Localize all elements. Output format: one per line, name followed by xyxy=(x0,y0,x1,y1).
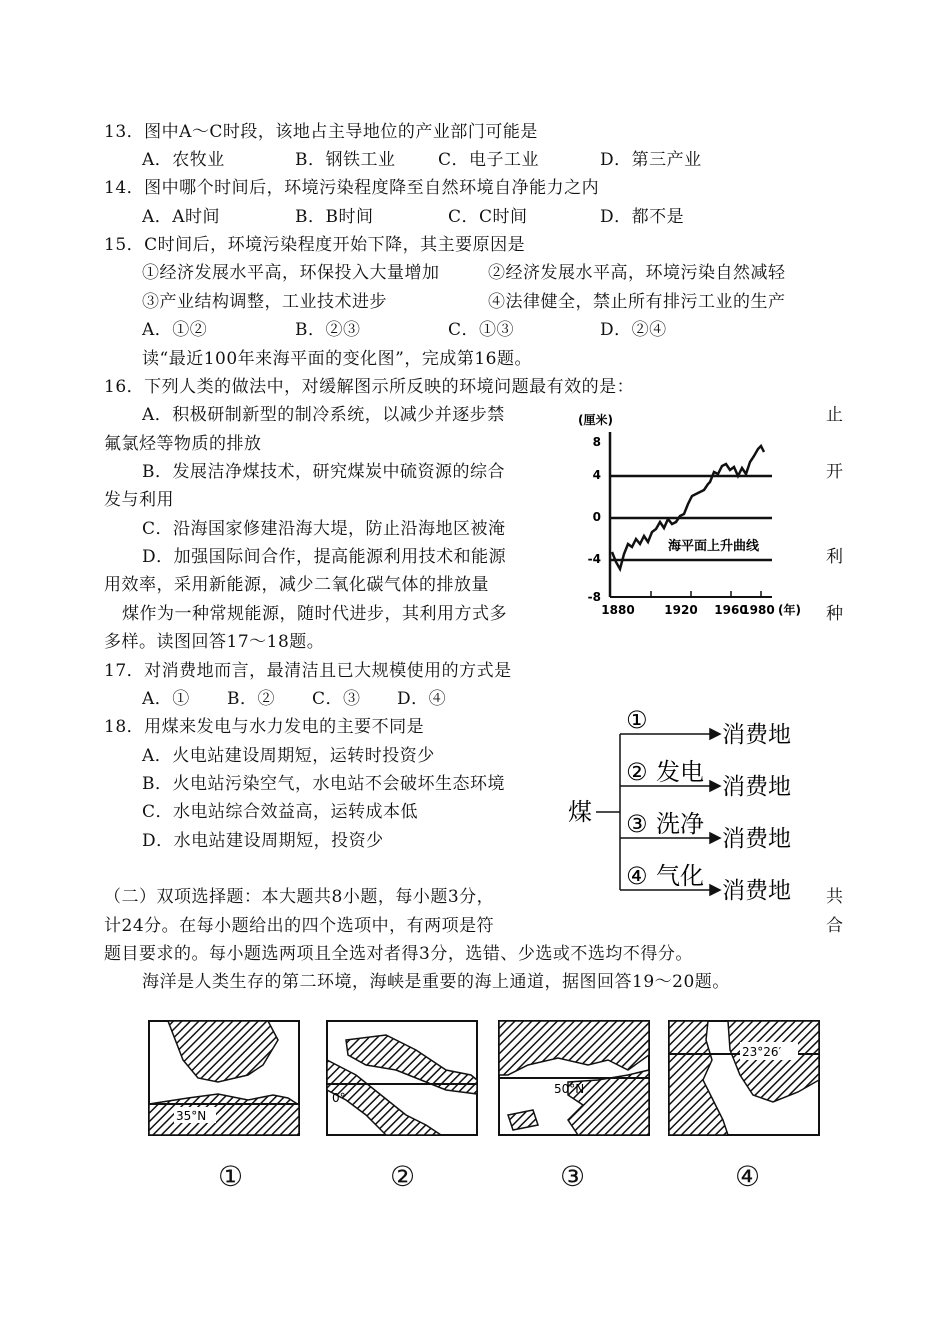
map-3-number: ③ xyxy=(560,1160,586,1193)
q15-option-b: B．②③ xyxy=(295,320,361,340)
y-tick-4: 4 xyxy=(592,468,601,482)
q16-option-d-line2: 用效率，采用新能源，减少二氧化碳气体的排放量 xyxy=(104,575,489,595)
map-4-latitude: 23°26′ xyxy=(742,1045,782,1059)
q17-option-c: C．③ xyxy=(312,689,361,709)
q15-stem: 15．C时间后，环境污染程度开始下降，其主要原因是 xyxy=(104,235,526,255)
coal-route-4-dest: 消费地 xyxy=(722,878,791,904)
q17-option-a: A．① xyxy=(142,689,190,709)
map-2-latitude: 0° xyxy=(332,1091,346,1105)
coal-route-1-num: ① xyxy=(626,706,648,734)
q16-option-a-wrap: 止 xyxy=(826,405,844,425)
x-tick-1880: 1880 xyxy=(601,603,635,617)
coal-route-4-num: ④ xyxy=(626,862,648,890)
q18-option-a: A．火电站建设周期短，运转时投资少 xyxy=(142,746,435,766)
map-1-number: ① xyxy=(218,1160,244,1193)
arrow-4 xyxy=(710,885,720,895)
y-tick-8: 8 xyxy=(592,435,601,449)
q16-option-d-wrap: 利 xyxy=(826,547,844,567)
q13-option-d: D．第三产业 xyxy=(600,150,702,170)
map-2-number: ② xyxy=(390,1160,416,1193)
arrow-1 xyxy=(710,729,720,739)
q16-option-d-line1: D．加强国际间合作，提高能源利用技术和能源 xyxy=(142,547,507,567)
q14-option-b: B．B时间 xyxy=(295,207,374,227)
q16-intro: 读“最近100年来海平面的变化图”，完成第16题。 xyxy=(142,349,532,369)
coal-route-4-process: 气化 xyxy=(656,862,704,890)
q17-intro-wrap: 种 xyxy=(826,604,844,624)
q13-option-b: B．钢铁工业 xyxy=(295,150,396,170)
section2-line1: （二）双项选择题：本大题共8小题，每小题3分， xyxy=(104,887,495,907)
q15-item-3: ③产业结构调整，工业技术进步 xyxy=(142,292,387,312)
q14-option-c: C．C时间 xyxy=(448,207,528,227)
chart-year-label: (年) xyxy=(778,603,801,617)
x-tick-1980: 1980 xyxy=(741,603,775,617)
q18-option-b: B．火电站污染空气，水电站不会破坏生态环境 xyxy=(142,774,505,794)
strait-map-4 xyxy=(668,1020,820,1136)
arrow-3 xyxy=(710,833,720,843)
coal-route-2-dest: 消费地 xyxy=(722,774,791,800)
coal-route-2-num: ② xyxy=(626,758,648,786)
q17-stem: 17．对消费地而言，最清洁且已大规模使用的方式是 xyxy=(104,661,512,681)
q15-option-a: A．①② xyxy=(142,320,208,340)
q16-option-c: C．沿海国家修建沿海大堤，防止沿海地区被淹 xyxy=(142,519,506,539)
q15-item-2: ②经济发展水平高，环境污染自然减轻 xyxy=(488,263,786,283)
map-1-latitude: 35°N xyxy=(176,1109,207,1123)
q16-stem: 16．下列人类的做法中，对缓解图示所反映的环境问题最有效的是： xyxy=(104,377,635,397)
q13-option-c: C．电子工业 xyxy=(438,150,540,170)
q13-stem: 13．图中A～C时段，该地占主导地位的产业部门可能是 xyxy=(104,122,538,142)
x-tick-1920: 1920 xyxy=(664,603,698,617)
arrow-2 xyxy=(710,781,720,791)
coal-label: 煤 xyxy=(568,798,592,826)
map-3-latitude: 50°N xyxy=(554,1082,585,1096)
q14-option-d: D．都不是 xyxy=(600,207,685,227)
section2-line2-wrap: 合 xyxy=(826,916,844,936)
q18-option-d: D．水电站建设周期短，投资少 xyxy=(142,831,384,851)
q15-option-d: D．②④ xyxy=(600,320,667,340)
q15-option-c: C．①③ xyxy=(448,320,515,340)
q16-option-a-line1: A．积极研制新型的制冷系统，以减少并逐步禁 xyxy=(142,405,505,425)
q16-option-b-line1: B．发展洁净煤技术，研究煤炭中硫资源的综合 xyxy=(142,462,505,482)
q17-option-b: B．② xyxy=(227,689,275,709)
section2-line3: 题目要求的。每小题选两项且全选对者得3分，选错、少选或不选均不得分。 xyxy=(104,944,693,964)
sea-level-curve-label: 海平面上升曲线 xyxy=(668,539,760,554)
section2-line2: 计24分。在每小题给出的四个选项中，有两项是符 xyxy=(104,916,495,936)
y-tick-minus4: -4 xyxy=(587,552,601,566)
coal-route-3-process: 洗净 xyxy=(656,810,704,838)
q14-stem: 14．图中哪个时间后，环境污染程度降至自然环境自净能力之内 xyxy=(104,178,600,198)
coal-usage-diagram xyxy=(560,700,810,910)
strait-map-1 xyxy=(148,1020,300,1136)
q15-item-1: ①经济发展水平高，环保投入大量增加 xyxy=(142,263,440,283)
strait-map-2 xyxy=(326,1020,478,1136)
coal-route-3-num: ③ xyxy=(626,810,648,838)
q16-option-a-line2: 氟氯烃等物质的排放 xyxy=(104,434,262,454)
q17-intro-line2: 多样。读图回答17～18题。 xyxy=(104,632,325,652)
q16-option-b-wrap: 开 xyxy=(826,462,844,482)
strait-map-3 xyxy=(498,1020,650,1136)
map-4-number: ④ xyxy=(735,1160,761,1193)
q18-stem: 18．用煤来发电与水力发电的主要不同是 xyxy=(104,717,425,737)
x-tick-1960: 1960 xyxy=(714,603,748,617)
q17-intro-line1: 煤作为一种常规能源，随时代进步，其利用方式多 xyxy=(122,604,507,624)
q17-option-d: D．④ xyxy=(397,689,447,709)
y-tick-minus8: -8 xyxy=(587,590,601,604)
q14-option-a: A．A时间 xyxy=(142,207,221,227)
land-south xyxy=(149,1094,299,1135)
chart-unit-label: (厘米) xyxy=(578,413,613,427)
sea-level-chart xyxy=(560,404,810,629)
q19-intro: 海洋是人类生存的第二环境，海峡是重要的海上通道，据图回答19～20题。 xyxy=(142,972,730,992)
section2-line1-wrap: 共 xyxy=(826,887,844,907)
y-tick-0: 0 xyxy=(592,510,601,524)
q15-item-4: ④法律健全，禁止所有排污工业的生产 xyxy=(488,292,786,312)
coal-route-1-dest: 消费地 xyxy=(722,722,791,748)
q13-option-a: A．农牧业 xyxy=(142,150,225,170)
coal-route-2-process: 发电 xyxy=(656,758,704,786)
coal-route-3-dest: 消费地 xyxy=(722,826,791,852)
q16-option-b-line2: 发与利用 xyxy=(104,490,174,510)
q18-option-c: C．水电站综合效益高，运转成本低 xyxy=(142,802,419,822)
